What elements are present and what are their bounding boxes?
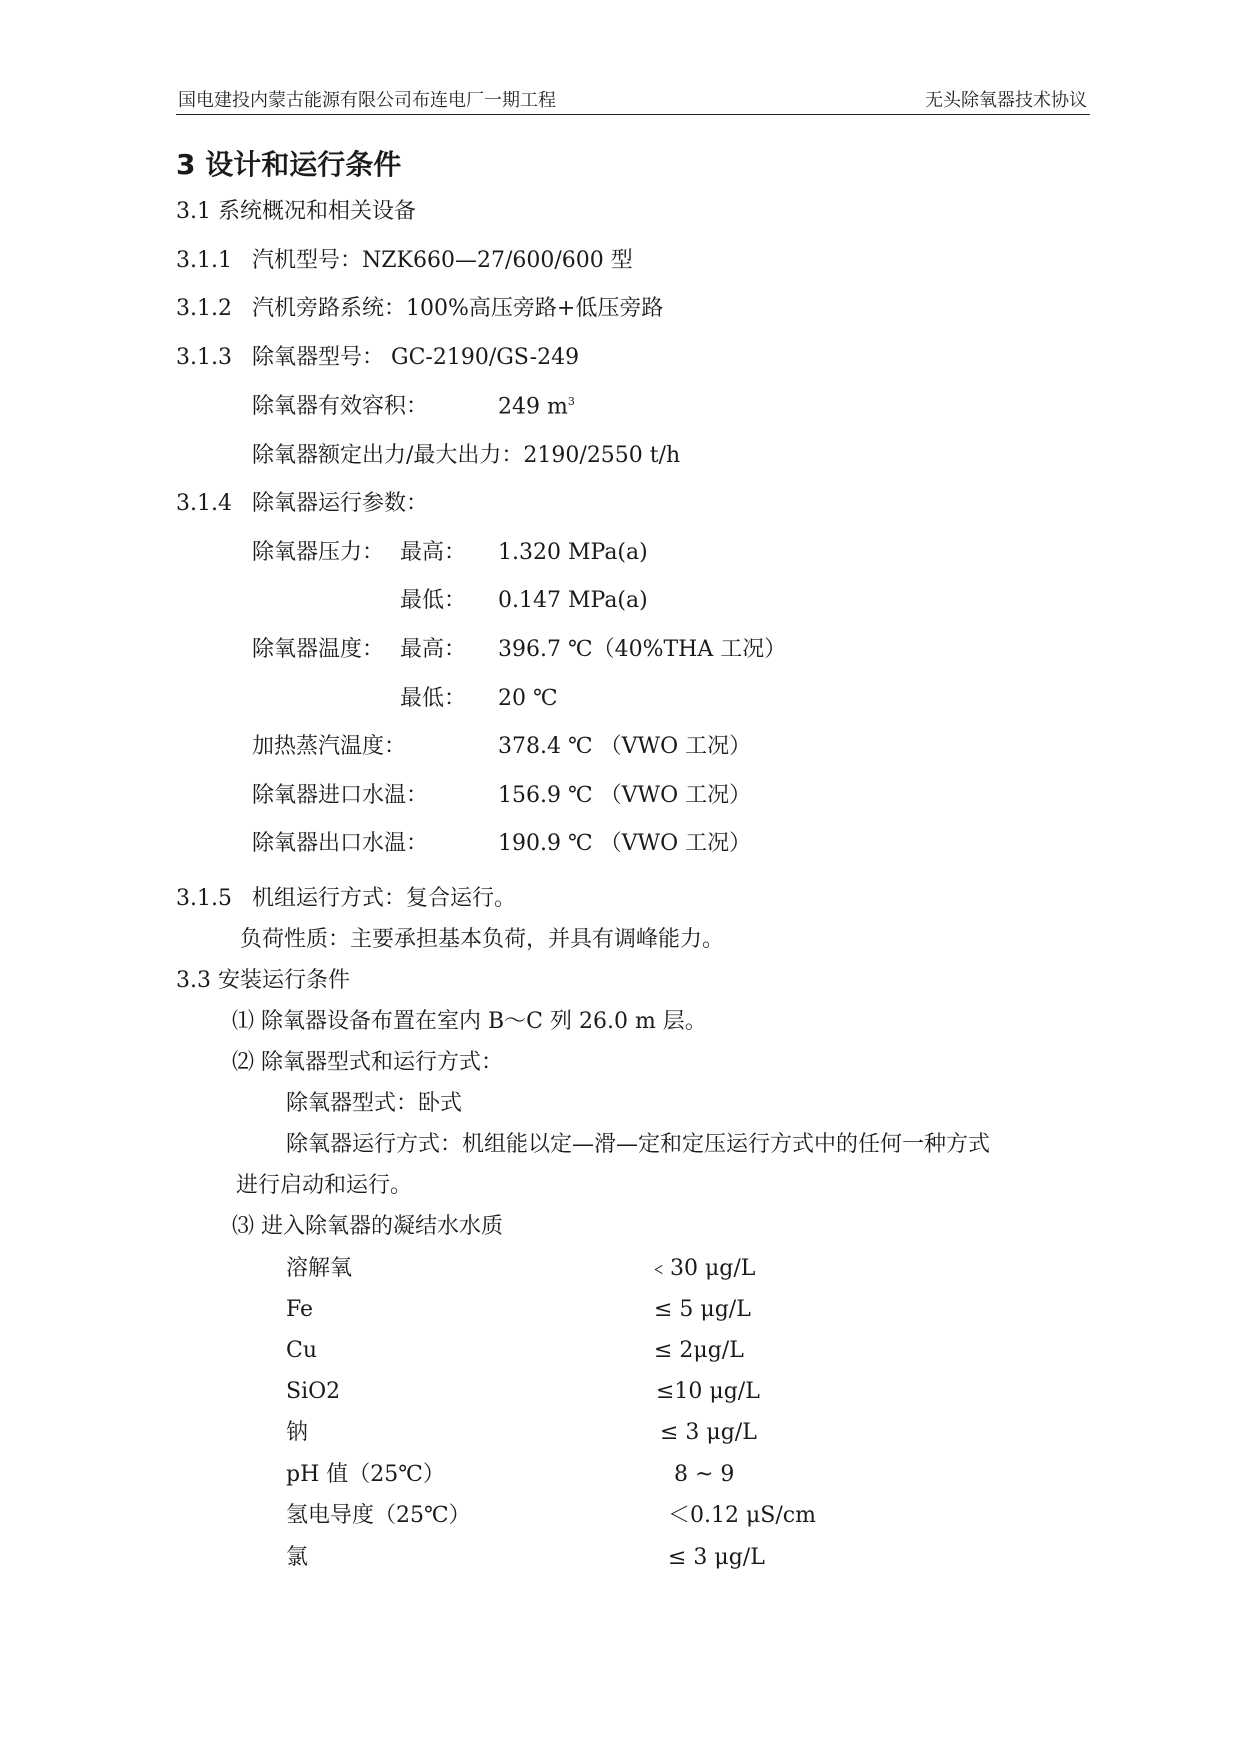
temp-min-value: 20 ℃ <box>498 686 558 711</box>
s313-num: 3.1.3 <box>176 345 232 370</box>
temp-label: 除氧器温度： <box>252 637 385 662</box>
header-divider <box>176 114 1090 115</box>
temp-max-label: 最高： <box>400 637 467 662</box>
section-title: 3 设计和运行条件 <box>176 148 402 181</box>
s33-item2-type: 除氧器型式：卧式 <box>286 1091 463 1116</box>
s314-title: 除氧器运行参数： <box>252 491 429 516</box>
quality-value: 8 ~ 9 <box>674 1462 735 1487</box>
outlet-temp-value: 190.9 ℃ （VWO 工况） <box>498 831 752 856</box>
quality-value: ＜0.12 μS/cm <box>668 1503 816 1528</box>
quality-value: ≤ 2μg/L <box>654 1338 744 1363</box>
steam-temp-value: 378.4 ℃ （VWO 工况） <box>498 734 752 759</box>
pressure-label: 除氧器压力： <box>252 540 385 565</box>
quality-value: ≤10 μg/L <box>656 1379 760 1404</box>
inlet-temp-label: 除氧器进口水温： <box>252 783 429 808</box>
s33-title: 3.3 安装运行条件 <box>176 968 350 993</box>
s33-item1: ⑴ 除氧器设备布置在室内 B～C 列 26.0 m 层。 <box>232 1009 707 1034</box>
s311-text: 汽机型号：NZK660—27/600/600 型 <box>252 248 633 273</box>
s314-num: 3.1.4 <box>176 491 232 516</box>
pressure-max-label: 最高： <box>400 540 467 565</box>
quality-name: Cu <box>286 1338 318 1363</box>
s33-item3: ⑶ 进入除氧器的凝结水水质 <box>232 1214 503 1239</box>
s313-volume-value: 249 $m^3$ <box>498 394 575 420</box>
pressure-max-value: 1.320 MPa(a) <box>498 540 648 565</box>
steam-temp-label: 加热蒸汽温度： <box>252 734 407 759</box>
temp-min-label: 最低： <box>400 686 467 711</box>
quality-name: Fe <box>286 1297 314 1322</box>
quality-name: 氯 <box>286 1545 309 1570</box>
s315-load: 负荷性质：主要承担基本负荷，并具有调峰能力。 <box>240 927 725 952</box>
pressure-min-value: 0.147 MPa(a) <box>498 588 648 613</box>
quality-value: ﹤30 μg/L <box>648 1256 756 1281</box>
s311-num: 3.1.1 <box>176 248 232 273</box>
inlet-temp-value: 156.9 ℃ （VWO 工况） <box>498 783 752 808</box>
s313-output: 除氧器额定出力/最大出力：2190/2550 t/h <box>252 443 681 468</box>
s33-item2: ⑵ 除氧器型式和运行方式： <box>232 1050 503 1075</box>
quality-value: ≤ 3 μg/L <box>660 1420 757 1445</box>
s312-num: 3.1.2 <box>176 296 232 321</box>
temp-max-value: 396.7 ℃（40%THA 工况） <box>498 637 787 662</box>
s33-item2-mode: 除氧器运行方式：机组能以定—滑—定和定压运行方式中的任何一种方式 <box>286 1132 991 1157</box>
s33-item2-mode-cont: 进行启动和运行。 <box>236 1173 413 1198</box>
quality-name: SiO2 <box>286 1379 341 1404</box>
s315-num: 3.1.5 <box>176 886 232 911</box>
s313-text: 除氧器型号： GC-2190/GS-249 <box>252 345 580 370</box>
header-left-text: 国电建投内蒙古能源有限公司布连电厂一期工程 <box>178 90 556 111</box>
s312-text: 汽机旁路系统：100%高压旁路+低压旁路 <box>252 296 664 321</box>
quality-name: 溶解氧 <box>286 1256 353 1281</box>
header-right-text: 无头除氧器技术协议 <box>925 90 1087 111</box>
s313-volume-sup: 3 <box>567 395 575 408</box>
quality-name: 氢电导度（25℃） <box>286 1503 471 1528</box>
quality-value: ≤ 3 μg/L <box>668 1545 765 1570</box>
quality-name: 钠 <box>286 1420 309 1445</box>
s315-text: 机组运行方式：复合运行。 <box>252 886 517 911</box>
quality-name: pH 值（25℃） <box>286 1462 445 1487</box>
pressure-min-label: 最低： <box>400 588 467 613</box>
quality-value: ≤ 5 μg/L <box>654 1297 751 1322</box>
outlet-temp-label: 除氧器出口水温： <box>252 831 429 856</box>
s31-title: 3.1 系统概况和相关设备 <box>176 199 416 224</box>
s313-volume-label: 除氧器有效容积： <box>252 394 429 419</box>
